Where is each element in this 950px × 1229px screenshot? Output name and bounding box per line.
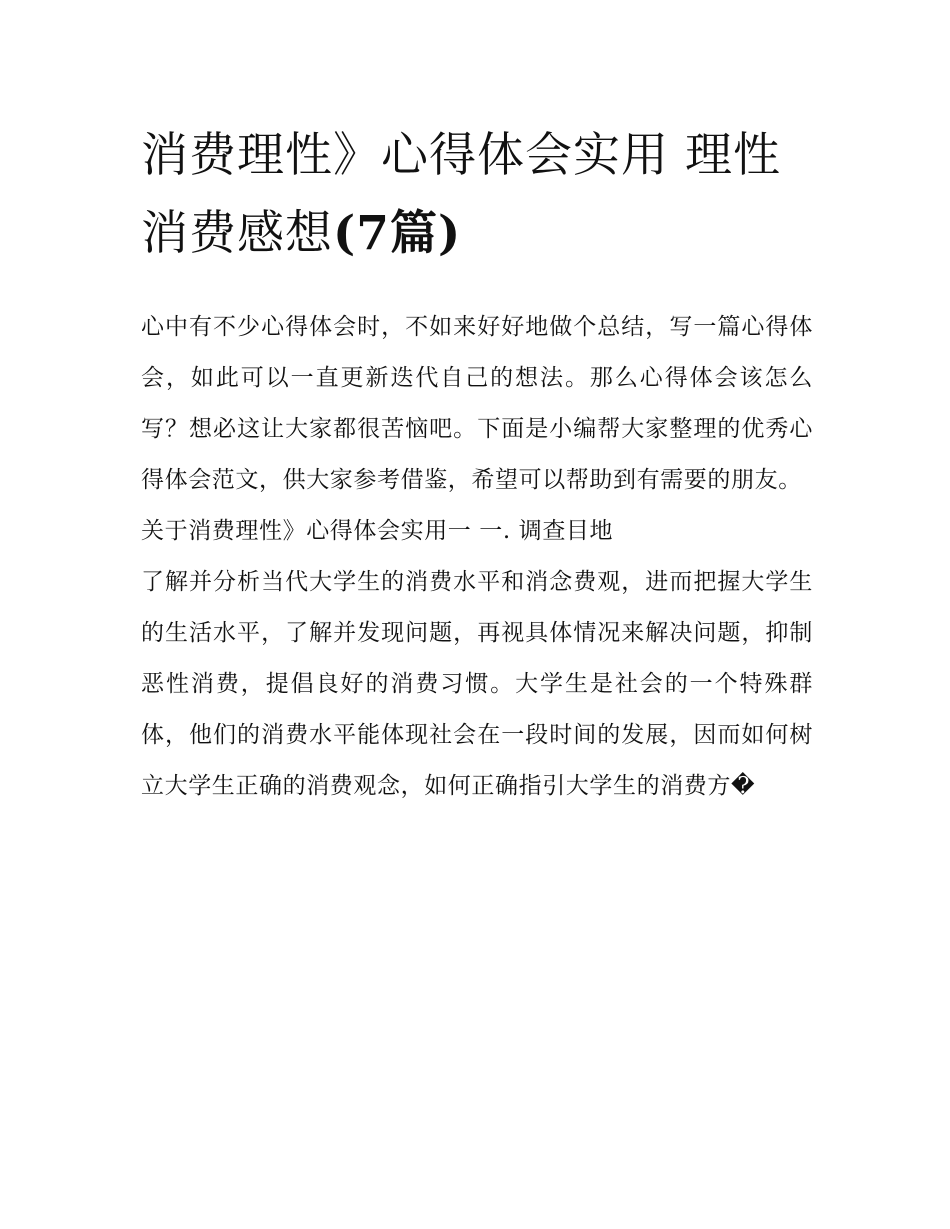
document-title-main: 消费理性》心得体会实用 理性消费感想 [141,128,781,261]
document-content [141,117,813,812]
intro-paragraph: 心中有不少心得体会时，不如来好好地做个总结，写一篇心得体会，如此可以一直更新迭代自己的想法。那么心得体会该怎么写？想必这让大家都很苦恼吧。下面是小编帮大家整理的优秀心得体会范文，供大家参考借鉴，希望可以帮助到有需要的朋友。 [141,314,813,493]
section-body-paragraph: 了解并分析当代大学生的消费水平和消念费观，进而把握大学生的生活水平，了解并发现问题，再视具体情况来解决问题，抑制恶性消费，提倡良好的消费习惯。大学生是社会的一个特殊群体，他们的消费水平能体现社会在一段时间的发展，因而如何树立大学生正确的消费观念，如何正确指引大学生的消费方� [141,569,813,799]
document-title-count: (7篇) [333,206,462,261]
document-title [141,117,813,273]
section-heading: 关于消费理性》心得体会实用一 一. 调查目地 [141,518,614,544]
